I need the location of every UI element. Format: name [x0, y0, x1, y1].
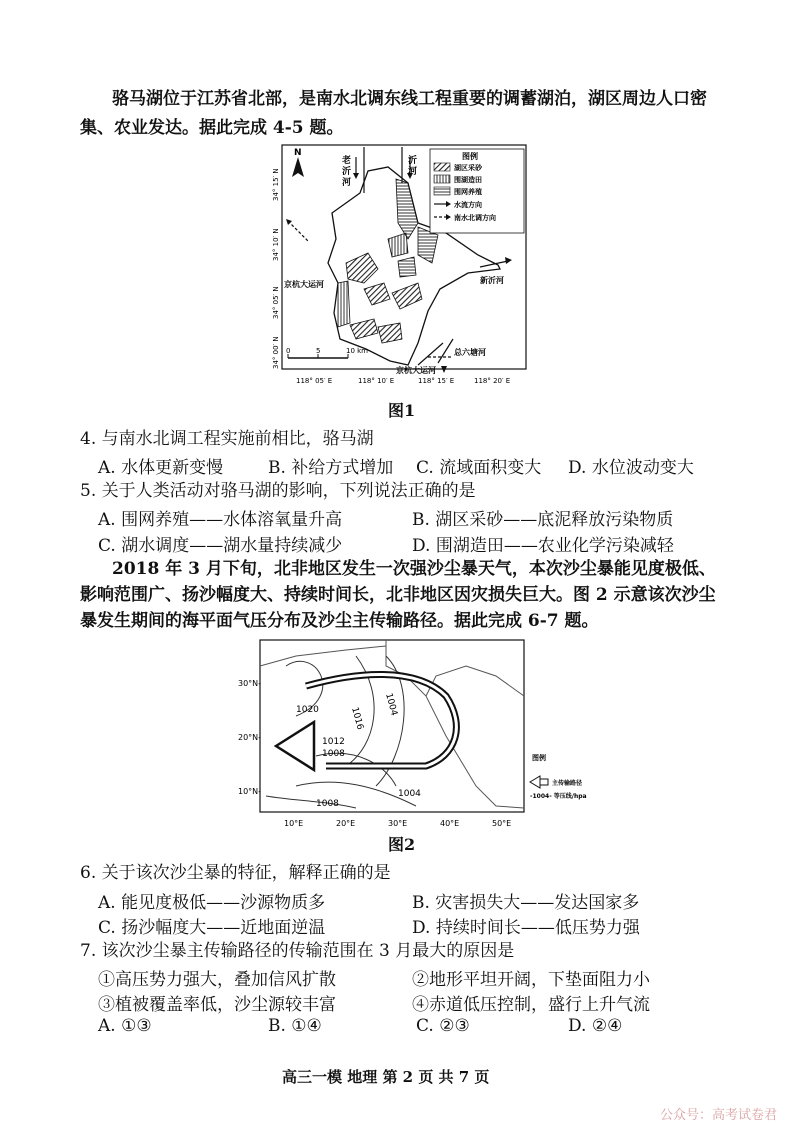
lat-label-4: 34° 00′ N [272, 336, 280, 369]
isobar-label-1004a: 1004 [383, 692, 399, 717]
q7-stem: 7. 该次沙尘暴主传输路径的传输范围在 3 月最大的原因是 [80, 941, 515, 961]
figure2-caption: 图2 [388, 835, 416, 854]
q4-option-b[interactable]: B. 补给方式增加 [268, 458, 394, 478]
q5-option-c[interactable]: C. 湖水调度——湖水量持续减少 [98, 536, 343, 556]
lat-label-1: 34° 15′ N [272, 168, 280, 201]
q7-option-a[interactable]: A. ①③ [98, 1016, 152, 1036]
isobar-label-1016: 1016 [349, 706, 365, 731]
label-yihe-a: 沂 [408, 156, 418, 166]
isobar-label-1012: 1012 [322, 737, 345, 747]
q4-option-c[interactable]: C. 流域面积变大 [416, 458, 542, 478]
q4-stem: 4. 与南水北调工程实施前相比，骆马湖 [80, 429, 374, 449]
label-laoyi-c: 河 [342, 178, 352, 188]
scale-0: 0 [286, 347, 291, 355]
intro2-line3: 暴发生期间的海平面气压分布及沙尘主传输路径。据此完成 6-7 题。 [80, 611, 599, 631]
svg-text:南水北调方向: 南水北调方向 [454, 214, 496, 222]
q6-option-d[interactable]: D. 持续时间长——低压势力强 [412, 918, 640, 938]
lon-label-1: 118° 05′ E [296, 377, 333, 385]
label-zongliutang: 总六塘河 [454, 348, 486, 357]
svg-text:围网养殖: 围网养殖 [454, 188, 482, 196]
label-canal-top: 京杭大运河 [284, 280, 324, 289]
lon-20e: 20°E [336, 819, 356, 828]
lon-30e: 30°E [388, 819, 408, 828]
isobar-label-1008b: 1008 [316, 799, 339, 809]
label-laoyi-b: 沂 [342, 167, 352, 177]
svg-text:水流方向: 水流方向 [454, 201, 482, 209]
q7-option-d[interactable]: D. ②④ [568, 1016, 623, 1036]
lat-20n: 20°N- [238, 733, 262, 742]
svg-text:图例: 图例 [532, 754, 546, 762]
scale-10: 10 km [346, 347, 369, 355]
label-laoyi-a: 老 [342, 156, 352, 166]
lon-label-4: 118° 20′ E [474, 377, 511, 385]
figure1-legend [430, 149, 524, 233]
q7-statement-4: ④赤道低压控制，盛行上升气流 [412, 995, 650, 1015]
figure1-caption: 图1 [388, 401, 416, 420]
figure2-map [236, 636, 608, 830]
lat-label-2: 34° 10′ N [272, 228, 280, 261]
figure2-legend [530, 753, 587, 800]
lon-40e: 40°E [440, 819, 460, 828]
lat-30n: 30°N- [238, 679, 262, 688]
watermark: 公众号：高考试卷君 [660, 1108, 778, 1123]
svg-text:-1004- 等压线/hpa: -1004- 等压线/hpa [530, 793, 587, 800]
q6-option-a[interactable]: A. 能见度极低——沙源物质多 [98, 893, 326, 913]
intro2-line1: 2018 年 3 月下旬，北非地区发生一次强沙尘暴天气，本次沙尘暴能见度极低、 [112, 559, 716, 579]
label-xinyi: 新沂河 [480, 276, 504, 285]
intro1-line1: 骆马湖位于江苏省北部，是南水北调东线工程重要的调蓄湖泊，湖区周边人口密 [112, 89, 707, 109]
q5-stem: 5. 关于人类活动对骆马湖的影响，下列说法正确的是 [80, 481, 476, 501]
svg-text:湖区采砂: 湖区采砂 [454, 164, 482, 172]
isobar-label-1004b: 1004 [398, 789, 421, 799]
label-yihe-b: 河 [408, 167, 418, 177]
lon-label-3: 118° 15′ E [418, 377, 455, 385]
q6-stem: 6. 关于该次沙尘暴的特征，解释正确的是 [80, 863, 391, 883]
q6-option-b[interactable]: B. 灾害损失大——发达国家多 [412, 893, 640, 913]
page-footer: 高三一模 地理 第 2 页 共 7 页 [282, 1068, 490, 1086]
intro2-line2: 影响范围广、扬沙幅度大、持续时间长，北非地区因灾损失巨大。图 2 示意该次沙尘 [80, 585, 716, 605]
q7-statement-1: ①高压势力强大，叠加信风扩散 [98, 970, 336, 990]
q4-option-a[interactable]: A. 水体更新变慢 [98, 458, 224, 478]
q4-option-d[interactable]: D. 水位波动变大 [568, 458, 694, 478]
lat-10n: 10°N- [238, 787, 262, 796]
q7-option-c[interactable]: C. ②③ [416, 1016, 470, 1036]
isobar-label-1008a: 1008 [322, 749, 345, 759]
figure1-map [268, 143, 530, 393]
q7-statement-2: ②地形平坦开阔，下垫面阻力小 [412, 970, 650, 990]
q5-option-d[interactable]: D. 围湖造田——农业化学污染减轻 [412, 536, 674, 556]
svg-text:图例: 图例 [462, 152, 478, 161]
lon-50e: 50°E [492, 819, 512, 828]
svg-text:N: N [294, 148, 302, 158]
scale-5: 5 [316, 347, 321, 355]
q6-option-c[interactable]: C. 扬沙幅度大——近地面逆温 [98, 918, 326, 938]
q7-option-b[interactable]: B. ①④ [268, 1016, 322, 1036]
svg-text:主传输路径: 主传输路径 [552, 780, 583, 787]
isobar-label-1020: 1020 [296, 705, 319, 715]
svg-text:围湖造田: 围湖造田 [454, 176, 482, 184]
intro1-line2: 集、农业发达。据此完成 4-5 题。 [80, 118, 344, 138]
label-canal-bottom: 京杭大运河 [396, 366, 436, 375]
q7-statement-3: ③植被覆盖率低，沙尘源较丰富 [98, 995, 336, 1015]
lat-label-3: 34° 05′ N [272, 286, 280, 319]
q5-option-b[interactable]: B. 湖区采砂——底泥释放污染物质 [412, 510, 674, 530]
lon-10e: 10°E [284, 819, 304, 828]
lon-label-2: 118° 10′ E [358, 377, 395, 385]
q5-option-a[interactable]: A. 围网养殖——水体溶氧量升高 [98, 510, 343, 530]
